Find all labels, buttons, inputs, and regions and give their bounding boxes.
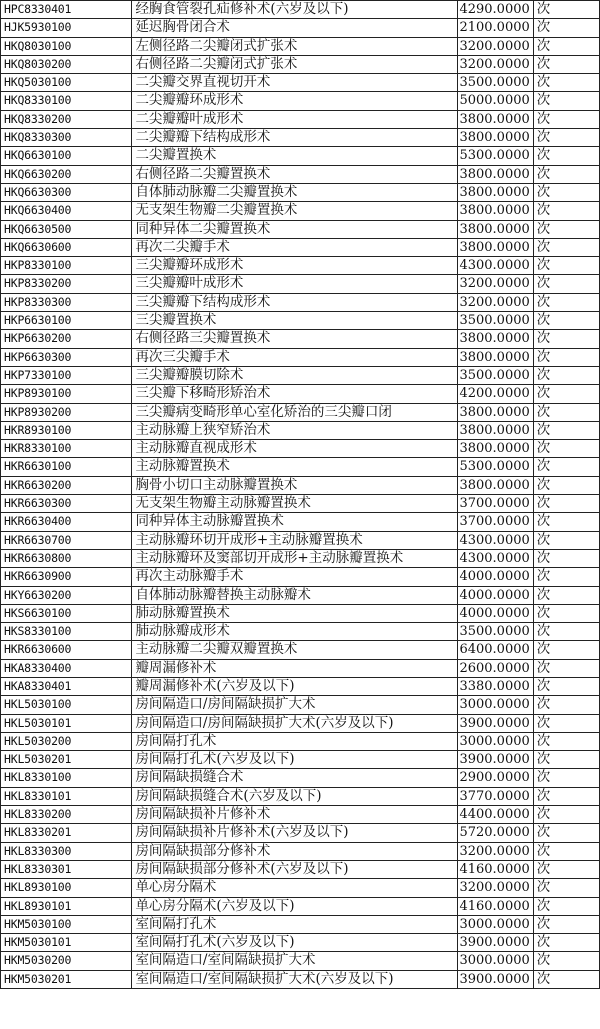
procedure-name-cell: 单心房分隔术(六岁及以下) — [132, 897, 457, 915]
procedure-code-cell: HKR6630300 — [1, 495, 132, 513]
unit-cell: 次 — [533, 659, 599, 677]
unit-cell: 次 — [533, 421, 599, 439]
price-cell: 3000.0000 — [457, 696, 533, 714]
table-row — [1, 366, 600, 384]
table-row — [1, 732, 600, 750]
price-cell: 4160.0000 — [457, 860, 533, 878]
procedure-name-cell: 房间隔缺损缝合术 — [132, 769, 457, 787]
price-cell: 3000.0000 — [457, 952, 533, 970]
price-cell: 4300.0000 — [457, 549, 533, 567]
procedure-name-cell: 主动脉瓣环及窦部切开成形+主动脉瓣置换术 — [132, 549, 457, 567]
unit-cell: 次 — [533, 732, 599, 750]
price-cell: 4300.0000 — [457, 257, 533, 275]
procedure-name-cell: 三尖瓣病变畸形单心室化矫治的三尖瓣口闭 — [132, 403, 457, 421]
table-row — [1, 568, 600, 586]
unit-cell: 次 — [533, 842, 599, 860]
procedure-name-cell: 右侧径路二尖瓣置换术 — [132, 165, 457, 183]
procedure-name-cell: 二尖瓣交界直视切开术 — [132, 74, 457, 92]
unit-cell: 次 — [533, 403, 599, 421]
unit-cell: 次 — [533, 897, 599, 915]
procedure-code-cell: HKM5030101 — [1, 934, 132, 952]
price-cell: 3000.0000 — [457, 915, 533, 933]
procedure-code-cell: HKQ6630100 — [1, 147, 132, 165]
price-cell: 3700.0000 — [457, 513, 533, 531]
table-row — [1, 696, 600, 714]
table-row — [1, 586, 600, 604]
price-cell: 3200.0000 — [457, 293, 533, 311]
procedure-code-cell: HKY6630200 — [1, 586, 132, 604]
unit-cell: 次 — [533, 257, 599, 275]
procedure-code-cell: HKR6630200 — [1, 476, 132, 494]
price-cell: 3800.0000 — [457, 165, 533, 183]
unit-cell: 次 — [533, 312, 599, 330]
procedure-name-cell: 经胸食管裂孔疝修补术(六岁及以下) — [132, 1, 457, 19]
price-cell: 3770.0000 — [457, 787, 533, 805]
procedure-code-cell: HKL8330301 — [1, 860, 132, 878]
procedure-name-cell: 自体肺动脉瓣二尖瓣置换术 — [132, 183, 457, 201]
table-row — [1, 824, 600, 842]
price-cell: 4200.0000 — [457, 385, 533, 403]
procedure-code-cell: HKQ5030100 — [1, 74, 132, 92]
unit-cell: 次 — [533, 604, 599, 622]
price-cell: 3900.0000 — [457, 751, 533, 769]
table-row — [1, 934, 600, 952]
price-cell: 2600.0000 — [457, 659, 533, 677]
procedure-code-cell: HJK5930100 — [1, 19, 132, 37]
procedure-code-cell: HKS8330100 — [1, 623, 132, 641]
price-cell: 3700.0000 — [457, 495, 533, 513]
price-cell: 3800.0000 — [457, 403, 533, 421]
procedure-name-cell: 同种异体主动脉瓣置换术 — [132, 513, 457, 531]
procedure-code-cell: HKL8330100 — [1, 769, 132, 787]
procedure-name-cell: 三尖瓣瓣叶成形术 — [132, 275, 457, 293]
procedure-code-cell: HKQ6630200 — [1, 165, 132, 183]
table-row — [1, 476, 600, 494]
procedure-name-cell: 主动脉瓣二尖瓣双瓣置换术 — [132, 641, 457, 659]
unit-cell: 次 — [533, 458, 599, 476]
table-row — [1, 641, 600, 659]
price-cell: 4160.0000 — [457, 897, 533, 915]
procedure-name-cell: 延迟胸骨闭合术 — [132, 19, 457, 37]
unit-cell: 次 — [533, 440, 599, 458]
price-cell: 4000.0000 — [457, 568, 533, 586]
table-row — [1, 92, 600, 110]
unit-cell: 次 — [533, 787, 599, 805]
procedure-code-cell: HKA8330400 — [1, 659, 132, 677]
table-row — [1, 421, 600, 439]
table-row — [1, 385, 600, 403]
unit-cell: 次 — [533, 476, 599, 494]
table-row — [1, 842, 600, 860]
unit-cell: 次 — [533, 19, 599, 37]
table-row — [1, 860, 600, 878]
procedure-code-cell: HKA8330401 — [1, 677, 132, 695]
procedure-code-cell: HKR6630700 — [1, 531, 132, 549]
procedure-code-cell: HKP6630200 — [1, 330, 132, 348]
table-row — [1, 458, 600, 476]
unit-cell: 次 — [533, 293, 599, 311]
table-row — [1, 19, 600, 37]
procedure-code-cell: HKP8930100 — [1, 385, 132, 403]
unit-cell: 次 — [533, 92, 599, 110]
procedure-name-cell: 主动脉瓣上狭窄矫治术 — [132, 421, 457, 439]
price-cell: 3900.0000 — [457, 970, 533, 988]
procedure-name-cell: 主动脉瓣直视成形术 — [132, 440, 457, 458]
unit-cell: 次 — [533, 220, 599, 238]
table-row — [1, 769, 600, 787]
procedure-code-cell: HKL8330101 — [1, 787, 132, 805]
procedure-code-cell: HKM5030200 — [1, 952, 132, 970]
procedure-code-cell: HKL8330201 — [1, 824, 132, 842]
procedure-code-cell: HKL8930101 — [1, 897, 132, 915]
procedure-code-cell: HKR6630600 — [1, 641, 132, 659]
unit-cell: 次 — [533, 238, 599, 256]
procedure-name-cell: 房间隔打孔术(六岁及以下) — [132, 751, 457, 769]
table-row — [1, 312, 600, 330]
procedure-name-cell: 肺动脉瓣成形术 — [132, 623, 457, 641]
procedure-name-cell: 自体肺动脉瓣替换主动脉瓣术 — [132, 586, 457, 604]
price-cell: 3800.0000 — [457, 183, 533, 201]
price-cell: 3800.0000 — [457, 348, 533, 366]
price-cell: 3500.0000 — [457, 312, 533, 330]
unit-cell: 次 — [533, 769, 599, 787]
price-cell: 3500.0000 — [457, 366, 533, 384]
unit-cell: 次 — [533, 568, 599, 586]
unit-cell: 次 — [533, 696, 599, 714]
price-cell: 3200.0000 — [457, 37, 533, 55]
procedure-name-cell: 无支架生物瓣主动脉瓣置换术 — [132, 495, 457, 513]
procedure-code-cell: HKQ6630400 — [1, 202, 132, 220]
unit-cell: 次 — [533, 714, 599, 732]
price-cell: 3800.0000 — [457, 476, 533, 494]
unit-cell: 次 — [533, 330, 599, 348]
price-cell: 4000.0000 — [457, 586, 533, 604]
unit-cell: 次 — [533, 641, 599, 659]
price-cell: 3900.0000 — [457, 714, 533, 732]
procedure-code-cell: HKQ6630500 — [1, 220, 132, 238]
price-cell: 3200.0000 — [457, 275, 533, 293]
procedure-name-cell: 室间隔打孔术 — [132, 915, 457, 933]
procedure-code-cell: HKQ6630300 — [1, 183, 132, 201]
procedure-name-cell: 三尖瓣置换术 — [132, 312, 457, 330]
unit-cell: 次 — [533, 934, 599, 952]
procedure-code-cell: HKR6630800 — [1, 549, 132, 567]
table-row — [1, 202, 600, 220]
unit-cell: 次 — [533, 202, 599, 220]
table-row — [1, 238, 600, 256]
table-row — [1, 659, 600, 677]
table-row — [1, 74, 600, 92]
procedure-name-cell: 三尖瓣下移畸形矫治术 — [132, 385, 457, 403]
table-row — [1, 677, 600, 695]
table-row — [1, 513, 600, 531]
procedure-name-cell: 单心房分隔术 — [132, 879, 457, 897]
price-cell: 3800.0000 — [457, 220, 533, 238]
unit-cell: 次 — [533, 366, 599, 384]
procedure-code-cell: HPC8330401 — [1, 1, 132, 19]
table-row — [1, 623, 600, 641]
price-cell: 5720.0000 — [457, 824, 533, 842]
price-cell: 3000.0000 — [457, 732, 533, 750]
unit-cell: 次 — [533, 55, 599, 73]
procedure-code-cell: HKP8930200 — [1, 403, 132, 421]
unit-cell: 次 — [533, 110, 599, 128]
procedure-code-cell: HKM5030201 — [1, 970, 132, 988]
price-cell: 4290.0000 — [457, 1, 533, 19]
procedure-code-cell: HKP6630300 — [1, 348, 132, 366]
procedure-name-cell: 室间隔打孔术(六岁及以下) — [132, 934, 457, 952]
table-row — [1, 330, 600, 348]
table-row — [1, 129, 600, 147]
table-row — [1, 110, 600, 128]
price-cell: 3800.0000 — [457, 440, 533, 458]
procedure-code-cell: HKM5030100 — [1, 915, 132, 933]
price-cell: 3800.0000 — [457, 421, 533, 439]
procedure-name-cell: 二尖瓣瓣下结构成形术 — [132, 129, 457, 147]
procedure-name-cell: 再次三尖瓣手术 — [132, 348, 457, 366]
procedure-code-cell: HKR6630400 — [1, 513, 132, 531]
unit-cell: 次 — [533, 37, 599, 55]
price-cell: 3800.0000 — [457, 202, 533, 220]
procedure-code-cell: HKR6630100 — [1, 458, 132, 476]
table-row — [1, 879, 600, 897]
procedure-name-cell: 无支架生物瓣二尖瓣置换术 — [132, 202, 457, 220]
price-cell: 4300.0000 — [457, 531, 533, 549]
unit-cell: 次 — [533, 751, 599, 769]
procedure-code-cell: HKQ8330300 — [1, 129, 132, 147]
procedure-code-cell: HKL5030100 — [1, 696, 132, 714]
table-row — [1, 970, 600, 988]
price-cell: 3200.0000 — [457, 55, 533, 73]
unit-cell: 次 — [533, 183, 599, 201]
procedure-code-cell: HKQ8330100 — [1, 92, 132, 110]
table-row — [1, 1, 600, 19]
procedure-name-cell: 室间隔造口/室间隔缺损扩大术(六岁及以下) — [132, 970, 457, 988]
procedure-code-cell: HKP8330300 — [1, 293, 132, 311]
price-cell: 3380.0000 — [457, 677, 533, 695]
procedure-name-cell: 三尖瓣瓣下结构成形术 — [132, 293, 457, 311]
unit-cell: 次 — [533, 513, 599, 531]
price-cell: 3800.0000 — [457, 330, 533, 348]
price-cell: 5000.0000 — [457, 92, 533, 110]
procedure-name-cell: 右侧径路三尖瓣置换术 — [132, 330, 457, 348]
procedure-name-cell: 瓣周漏修补术(六岁及以下) — [132, 677, 457, 695]
table-row — [1, 403, 600, 421]
unit-cell: 次 — [533, 806, 599, 824]
table-row — [1, 751, 600, 769]
unit-cell: 次 — [533, 677, 599, 695]
price-cell: 5300.0000 — [457, 147, 533, 165]
procedure-name-cell: 房间隔缺损补片修补术(六岁及以下) — [132, 824, 457, 842]
unit-cell: 次 — [533, 549, 599, 567]
procedure-code-cell: HKL5030101 — [1, 714, 132, 732]
procedure-name-cell: 房间隔缺损补片修补术 — [132, 806, 457, 824]
table-row — [1, 220, 600, 238]
procedure-code-cell: HKL8330300 — [1, 842, 132, 860]
unit-cell: 次 — [533, 970, 599, 988]
procedure-name-cell: 再次主动脉瓣手术 — [132, 568, 457, 586]
procedure-name-cell: 房间隔缺损缝合术(六岁及以下) — [132, 787, 457, 805]
procedure-code-cell: HKS6630100 — [1, 604, 132, 622]
procedure-code-cell: HKL8330200 — [1, 806, 132, 824]
table-row — [1, 787, 600, 805]
unit-cell: 次 — [533, 74, 599, 92]
unit-cell: 次 — [533, 860, 599, 878]
procedure-name-cell: 瓣周漏修补术 — [132, 659, 457, 677]
price-cell: 3500.0000 — [457, 623, 533, 641]
table-row — [1, 147, 600, 165]
table-row — [1, 549, 600, 567]
procedure-code-cell: HKQ8330200 — [1, 110, 132, 128]
price-cell: 3200.0000 — [457, 842, 533, 860]
table-row — [1, 348, 600, 366]
procedure-name-cell: 三尖瓣瓣环成形术 — [132, 257, 457, 275]
procedure-name-cell: 房间隔缺损部分修补术 — [132, 842, 457, 860]
table-row — [1, 293, 600, 311]
table-row — [1, 531, 600, 549]
unit-cell: 次 — [533, 129, 599, 147]
table-row — [1, 257, 600, 275]
price-cell: 5300.0000 — [457, 458, 533, 476]
procedure-name-cell: 二尖瓣瓣环成形术 — [132, 92, 457, 110]
price-cell: 2900.0000 — [457, 769, 533, 787]
unit-cell: 次 — [533, 385, 599, 403]
procedure-name-cell: 房间隔造口/房间隔缺损扩大术(六岁及以下) — [132, 714, 457, 732]
table-row — [1, 897, 600, 915]
procedure-name-cell: 三尖瓣瓣膜切除术 — [132, 366, 457, 384]
table-row — [1, 952, 600, 970]
unit-cell: 次 — [533, 824, 599, 842]
procedure-name-cell: 主动脉瓣置换术 — [132, 458, 457, 476]
price-cell: 6400.0000 — [457, 641, 533, 659]
price-cell: 3200.0000 — [457, 879, 533, 897]
price-cell: 4000.0000 — [457, 604, 533, 622]
procedure-code-cell: HKR8930100 — [1, 421, 132, 439]
procedure-code-cell: HKL5030200 — [1, 732, 132, 750]
price-cell: 3500.0000 — [457, 74, 533, 92]
procedure-code-cell: HKQ6630600 — [1, 238, 132, 256]
price-cell: 3900.0000 — [457, 934, 533, 952]
unit-cell: 次 — [533, 952, 599, 970]
procedure-code-cell: HKQ8030100 — [1, 37, 132, 55]
unit-cell: 次 — [533, 1, 599, 19]
unit-cell: 次 — [533, 586, 599, 604]
procedure-name-cell: 房间隔缺损部分修补术(六岁及以下) — [132, 860, 457, 878]
price-cell: 3800.0000 — [457, 238, 533, 256]
unit-cell: 次 — [533, 915, 599, 933]
procedure-code-cell: HKP7330100 — [1, 366, 132, 384]
unit-cell: 次 — [533, 348, 599, 366]
price-cell: 3800.0000 — [457, 110, 533, 128]
procedure-name-cell: 肺动脉瓣置换术 — [132, 604, 457, 622]
procedure-code-cell: HKL5030201 — [1, 751, 132, 769]
unit-cell: 次 — [533, 147, 599, 165]
procedure-code-cell: HKP8330200 — [1, 275, 132, 293]
price-cell: 3800.0000 — [457, 129, 533, 147]
procedure-name-cell: 同种异体二尖瓣置换术 — [132, 220, 457, 238]
procedure-name-cell: 胸骨小切口主动脉瓣置换术 — [132, 476, 457, 494]
table-row — [1, 275, 600, 293]
procedure-name-cell: 主动脉瓣环切开成形+主动脉瓣置换术 — [132, 531, 457, 549]
procedure-name-cell: 再次二尖瓣手术 — [132, 238, 457, 256]
table-row — [1, 714, 600, 732]
unit-cell: 次 — [533, 531, 599, 549]
procedure-code-cell: HKP6630100 — [1, 312, 132, 330]
table-row — [1, 37, 600, 55]
price-cell: 4400.0000 — [457, 806, 533, 824]
table-row — [1, 915, 600, 933]
fee-table-body — [1, 1, 600, 989]
unit-cell: 次 — [533, 495, 599, 513]
table-row — [1, 495, 600, 513]
table-row — [1, 183, 600, 201]
procedure-code-cell: HKP8330100 — [1, 257, 132, 275]
procedure-name-cell: 房间隔打孔术 — [132, 732, 457, 750]
procedure-code-cell: HKL8930100 — [1, 879, 132, 897]
unit-cell: 次 — [533, 879, 599, 897]
procedure-name-cell: 右侧径路二尖瓣闭式扩张术 — [132, 55, 457, 73]
procedure-name-cell: 二尖瓣瓣叶成形术 — [132, 110, 457, 128]
unit-cell: 次 — [533, 275, 599, 293]
procedure-name-cell: 左侧径路二尖瓣闭式扩张术 — [132, 37, 457, 55]
table-row — [1, 55, 600, 73]
procedure-name-cell: 房间隔造口/房间隔缺损扩大术 — [132, 696, 457, 714]
procedure-name-cell: 二尖瓣置换术 — [132, 147, 457, 165]
procedure-name-cell: 室间隔造口/室间隔缺损扩大术 — [132, 952, 457, 970]
procedure-code-cell: HKR6630900 — [1, 568, 132, 586]
procedure-code-cell: HKQ8030200 — [1, 55, 132, 73]
unit-cell: 次 — [533, 165, 599, 183]
table-row — [1, 604, 600, 622]
price-cell: 2100.0000 — [457, 19, 533, 37]
table-row — [1, 806, 600, 824]
table-row — [1, 440, 600, 458]
table-row — [1, 165, 600, 183]
unit-cell: 次 — [533, 623, 599, 641]
procedure-code-cell: HKR8330100 — [1, 440, 132, 458]
